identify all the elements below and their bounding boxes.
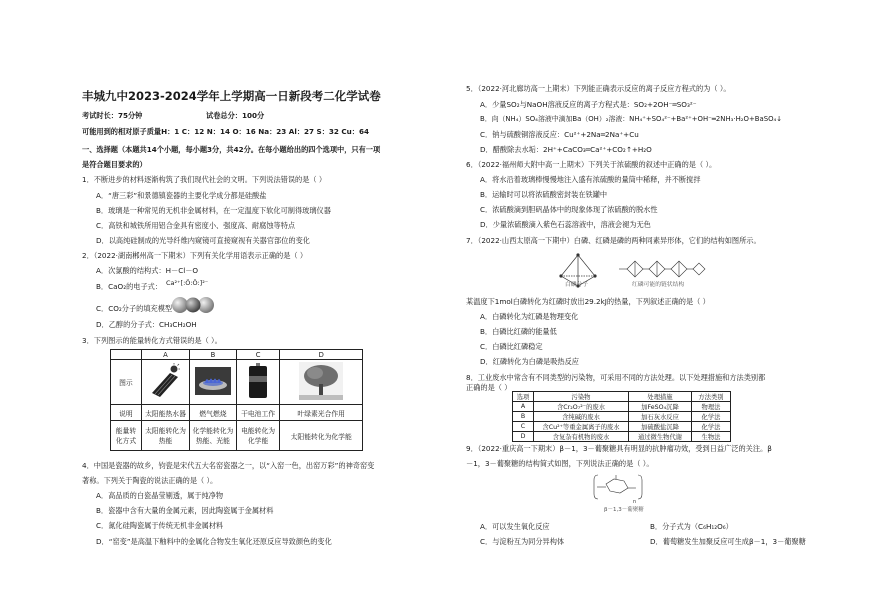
q3-conv-d: 太阳能转化为化学能 — [280, 421, 363, 451]
q3-conv-a: 太阳能转化为热能 — [141, 421, 189, 451]
q2-option-b: B．CaO₂的电子式： — [96, 282, 163, 291]
glucan-caption: β－1,3－葡聚糖 — [604, 507, 644, 513]
q9-stem-cont: －1，3－葡聚糖的结构简式如图，下列说法正确的是（ ）。 — [466, 459, 654, 468]
q2-option-c: C．CO₂分子的填充模型 — [96, 304, 173, 313]
q1-option-d: D．以高纯硅制成的光导纤维内窥镜可直接窥视有关器官部位的变化 — [96, 236, 310, 245]
q9-option-a: A．可以发生氧化反应 — [480, 522, 550, 531]
q3-desc-b: 燃气燃烧 — [190, 405, 237, 421]
q8-table — [512, 391, 731, 442]
q8-stem: 8．工业废水中常含有不同类型的污染物，可采用不同的方法处理。以下处理措施和方法类别都 — [466, 373, 766, 382]
q8-header-option: 选项 — [513, 392, 534, 402]
dry-cell-image — [236, 360, 280, 405]
q3-header-b: B — [190, 350, 237, 360]
q3-row-conv-label: 能量转化方式 — [111, 421, 142, 451]
q7-option-b: B．白磷比红磷的能量低 — [480, 327, 557, 336]
q4-stem: 4．中国是瓷器的故乡，钧瓷是宋代五大名窑瓷器之一，以“入窑一色，出窑万彩”的神奇窑变 — [82, 461, 375, 470]
q4-option-c: C．氮化硅陶瓷属于传统无机非金属材料 — [96, 521, 224, 530]
q3-stem: 3．下列图示的能量转化方式错误的是（ ）。 — [82, 336, 222, 345]
q4-option-a: A．高品质的白瓷晶莹剔透，属于纯净物 — [96, 491, 224, 500]
q3-header-a: A — [141, 350, 189, 360]
q3-desc-d: 叶绿素光合作用 — [280, 405, 363, 421]
q3-conv-b: 化学能转化为热能、光能 — [190, 421, 237, 451]
q7-option-d: D．红磷转化为白磷是吸热反应 — [480, 357, 579, 366]
q8-header-method: 方法类别 — [692, 392, 731, 402]
svg-text:n: n — [633, 499, 637, 505]
section1-instruction: 一、选择题（本题共14个小题，每小题3分，共42分。在每小题给出的四个选项中，只有一项 — [82, 145, 381, 154]
q7-option-c: C．白磷比红磷稳定 — [480, 342, 543, 351]
table-row: D 含复杂有机物的废水 通过微生物代谢 生物法 — [513, 432, 731, 442]
q3-header-c: C — [236, 350, 280, 360]
q3-row-desc-label: 说明 — [111, 405, 142, 421]
q7-condition: 某温度下1mol白磷转化为红磷时放出29.2kJ的热量，下列叙述正确的是（ ） — [466, 297, 710, 306]
red-phosphorus-chain-figure — [617, 258, 709, 280]
red-phosphorus-label: 红磷可能的链状结构 — [632, 282, 685, 288]
photosynthesis-tree-image — [280, 360, 363, 405]
q6-option-b: B．运输时可以将浓硫酸密封装在铁罐中 — [480, 190, 608, 199]
q4-option-d: D．“窑变”是高温下釉料中的金属化合物发生氧化还原反应导致颜色的变化 — [96, 537, 332, 546]
q7-option-a: A．白磷转化为红磷是物理变化 — [480, 312, 579, 321]
q7-stem: 7．（2022·山西太原高一下期中）白磷、红磷是磷的两种同素异形体，它们的结构如图所示。 — [466, 236, 761, 245]
q2-option-a: A．次氯酸的结构式：H－Cl－O — [96, 266, 199, 275]
q1-option-b: B．玻璃是一种常见的无机非金属材料，在一定温度下软化可制得玻璃仪器 — [96, 206, 331, 215]
q5-option-c: C．钠与硫酸铜溶液反应：Cu²⁺+2Na═2Na⁺+Cu — [480, 130, 639, 139]
q8-header-pollutant: 污染物 — [534, 392, 629, 402]
q2-b-formula: Ca²⁺[:Ö:Ö:]²⁻ — [166, 279, 209, 287]
q9-option-c: C．与淀粉互为同分异构体 — [480, 537, 565, 546]
table-row: A 含Cr₂O₇²⁻的废水 加FeSO₄沉降 物理法 — [513, 402, 731, 412]
exam-score: 试卷总分：100分 — [206, 111, 265, 120]
atomic-mass-line: 可能用到的相对原子质量H：1 C：12 N：14 O：16 Na：23 Al：27 S：32 Cu：64 — [82, 127, 369, 136]
q1-option-c: C．高铁和城铁所用铝合金具有密度小、强度高、耐腐蚀等特点 — [96, 221, 296, 230]
q1-option-a: A．“唐三彩”和景德镇瓷器的主要化学成分都是硅酸盐 — [96, 191, 267, 200]
paper-title: 丰城九中2023-2024学年上学期高一日新段考二化学试卷 — [82, 89, 381, 103]
q3-row-picture-label: 图示 — [111, 360, 142, 405]
q3-desc-c: 干电池工作 — [236, 405, 280, 421]
q9-option-d: D．葡萄糖发生加聚反应可生成β－1，3－葡聚糖 — [650, 537, 806, 546]
gas-burning-image — [190, 360, 237, 405]
table-row: B 含纯碱的废水 加石灰水反应 化学法 — [513, 412, 731, 422]
q5-stem: 5．（2022·河北廊坊高一上期末）下列能正确表示反应的离子反应方程式的为（ ）。 — [466, 84, 731, 93]
q6-option-a: A．将水沿着玻璃棒慢慢地注入盛有浓硫酸的量筒中稀释，并不断搅拌 — [480, 175, 701, 184]
solar-heater-image — [141, 360, 189, 405]
q8-header-treatment: 处理措施 — [629, 392, 692, 402]
q6-option-d: D．少量浓硫酸滴入紫色石蕊溶液中，溶液会褪为无色 — [480, 220, 651, 229]
section1-instruction-cont: 是符合题目要求的） — [82, 160, 147, 169]
q6-stem: 6．（2022·福州师大附中高一上期末）下列关于浓硫酸的叙述中正确的是（ ）。 — [466, 160, 717, 169]
q3-conv-c: 电能转化为化学能 — [236, 421, 280, 451]
white-phosphorus-label: 白磷分子 — [565, 282, 589, 288]
q9-stem: 9．（2022·重庆高一下期末）β－1，3－葡聚糖具有明显的抗肿瘤功效，受到日益广泛的关注。β — [466, 444, 772, 453]
q3-header-d: D — [280, 350, 363, 360]
q4-option-b: B．瓷器中含有大量的金属元素，因此陶瓷属于金属材料 — [96, 506, 274, 515]
q5-option-a: A．少量SO₂与NaOH溶液反应的离子方程式是：SO₂+2OH⁻═SO₃²⁻ — [480, 100, 697, 109]
q5-option-b: B．向（NH₄）SO₄溶液中滴加Ba（OH）₂溶液：NH₄⁺+SO₄²⁻+Ba²⁺+OH⁻═2NH₃·H₂O+BaSO₄↓ — [480, 115, 783, 123]
q1-stem: 1．不断进步的材料逐渐构筑了我们现代社会的文明。下列说法错误的是（ ） — [82, 175, 327, 184]
q5-option-d: D．醋酸除去水垢：2H⁺+CaCO₃═Ca²⁺+CO₂↑+H₂O — [480, 145, 652, 154]
co2-space-filling-model — [171, 296, 215, 314]
table-row: C 含Cu²⁺等重金属离子的废水 加硫酸盐沉降 化学法 — [513, 422, 731, 432]
q6-option-c: C．浓硫酸滴到胆矾晶体中的现象体现了浓硫酸的脱水性 — [480, 205, 658, 214]
glucan-structure-figure — [592, 472, 644, 506]
q4-stem-cont: 著称。下列关于陶瓷的说法正确的是（ ）。 — [82, 476, 218, 485]
q3-desc-a: 太阳能热水器 — [141, 405, 189, 421]
q2-option-d: D．乙醇的分子式：CH₃CH₂OH — [96, 320, 197, 329]
q3-table — [110, 349, 363, 451]
exam-time: 考试时长：75分钟 — [82, 111, 143, 120]
q8-stem-cont: 正确的是（ ） — [466, 383, 512, 392]
q2-stem: 2．（2022·湖南郴州高一下期末）下列有关化学用语表示正确的是（ ） — [82, 251, 308, 260]
q9-option-b: B．分子式为（C₆H₁₂O₆） — [650, 522, 733, 531]
